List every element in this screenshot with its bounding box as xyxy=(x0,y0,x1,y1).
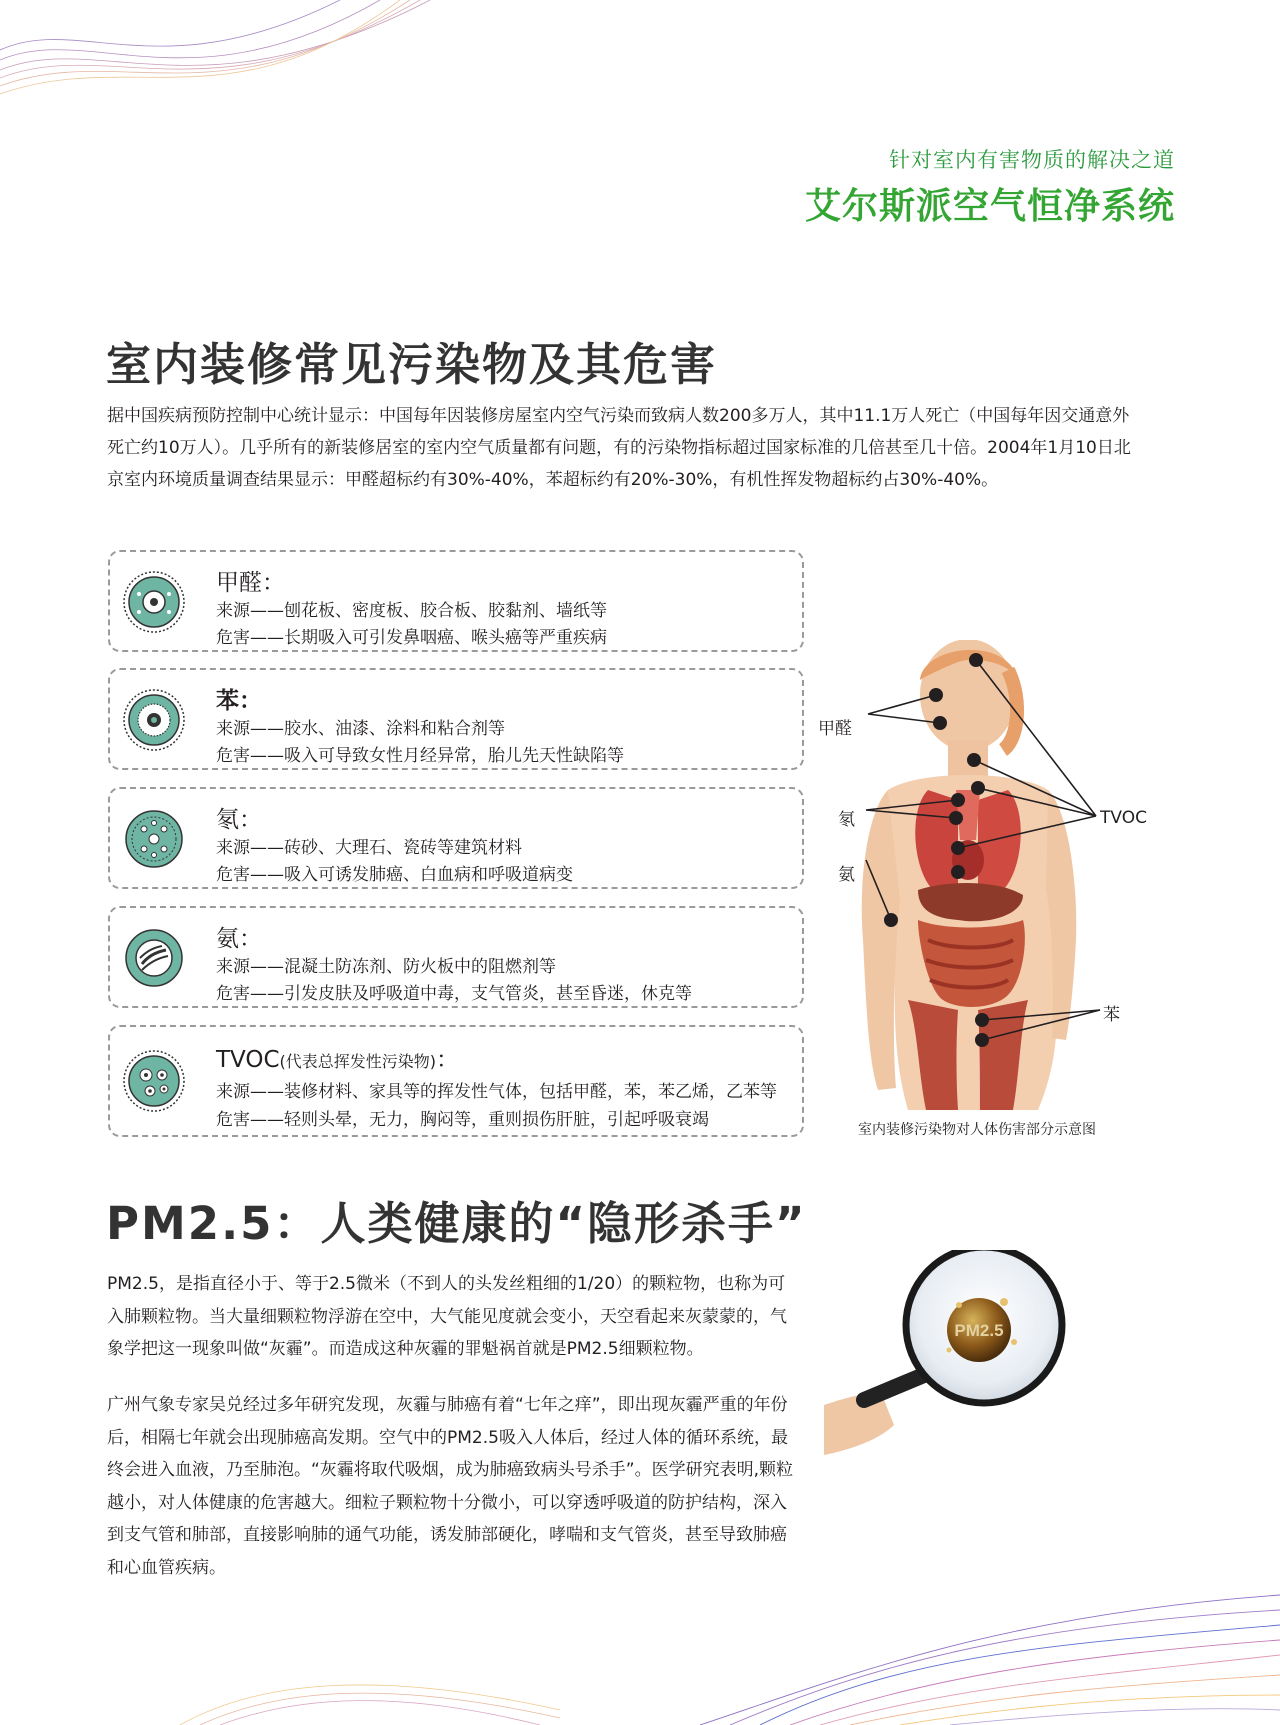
header-subtitle: 针对室内有害物质的解决之道 xyxy=(889,148,1175,172)
decorative-waves-bottom xyxy=(180,1660,560,1725)
section-title-pollutants: 室内装修常见污染物及其危害 xyxy=(106,338,718,391)
decorative-waves-top-left xyxy=(0,0,430,140)
pollutant-source: 来源——装修材料、家具等的挥发性气体，包括甲醛，苯，苯乙烯，乙苯等 xyxy=(216,1082,777,1102)
header-title: 艾尔斯派空气恒净系统 xyxy=(804,186,1175,227)
pollutant-card-ammonia xyxy=(108,906,804,1008)
pollutant-name-main: TVOC xyxy=(216,1047,280,1073)
pm25-paragraph-1: PM2.5，是指直径小于、等于2.5微米（不到人的头发丝粗细的1/20）的颗粒物，也称为可入肺颗粒物。当大量细颗粒物浮游在空中，大气能见度就会变小，天空看起来灰蒙蒙的，气象学把这一现象叫做“灰霾”。而造成这种灰霾的罪魁祸首就是PM2.5细颗粒物。 xyxy=(107,1274,787,1359)
pollutant-harm: 危害——轻则头晕，无力，胸闷等，重则损伤肝脏，引起呼吸衰竭 xyxy=(216,1110,709,1130)
pollutant-card-tvoc xyxy=(108,1025,804,1137)
pollutant-card-radon xyxy=(108,787,804,889)
ammonia-cell-icon xyxy=(122,926,186,990)
pollutant-source: 来源——砖砂、大理石、瓷砖等建筑材料 xyxy=(216,838,522,858)
label-radon: 氡 xyxy=(838,810,855,830)
pollutant-name: 氨： xyxy=(216,926,262,952)
figure-caption: 室内装修污染物对人体伤害部分示意图 xyxy=(858,1122,1096,1138)
magnifier-pm25-illustration xyxy=(824,1250,1084,1480)
pollutant-source: 来源——刨花板、密度板、胶合板、胶黏剂、墙纸等 xyxy=(216,601,607,621)
label-benzene: 苯 xyxy=(1103,1005,1120,1025)
pollutant-harm: 危害——吸入可导致女性月经异常，胎儿先天性缺陷等 xyxy=(216,746,624,766)
pollutant-source: 来源——胶水、油漆、涂料和粘合剂等 xyxy=(216,719,505,739)
pollutant-harm: 危害——吸入可诱发肺癌、白血病和呼吸道病变 xyxy=(216,865,573,885)
pollutant-harm: 危害——引发皮肤及呼吸道中毒，支气管炎，甚至昏迷，休克等 xyxy=(216,984,692,1004)
pollutant-name: 氡： xyxy=(216,807,262,833)
tvoc-cell-icon xyxy=(122,1049,186,1113)
pollutant-card-benzene xyxy=(108,668,804,770)
pollutant-name-colon: ： xyxy=(436,1047,460,1073)
pm25-paragraph-2: 广州气象专家吴兑经过多年研究发现，灰霾与肺癌有着“七年之痒”，即出现灰霾严重的年份后，相隔七年就会出现肺癌高发期。空气中的PM2.5吸入人体后，经过人体的循环系统，最终会进入血液，乃至肺泡。“灰霾将取代吸烟，成为肺癌致病头号杀手”。医学研究表明,颗粒越小，对人体健康的危害越大。细粒子颗粒物十分微小，可以穿透呼吸道的防护结构，深入到支气管和肺部，直接影响肺的通气功能，诱发肺部硬化，哮喘和支气管炎，甚至导致肺癌和心血管疾病。 xyxy=(107,1395,794,1578)
benzene-cell-icon xyxy=(122,688,186,752)
radon-cell-icon xyxy=(122,807,186,871)
pollutant-name: 甲醛： xyxy=(216,570,285,596)
label-tvoc: TVOC xyxy=(1100,808,1147,828)
pollutant-name xyxy=(216,1041,459,1074)
human-body-illustration xyxy=(808,640,1188,1110)
label-ammonia: 氨 xyxy=(838,865,855,885)
pollutant-harm: 危害——长期吸入可引发鼻咽癌、喉头癌等严重疾病 xyxy=(216,628,607,648)
intro-paragraph: 据中国疾病预防控制中心统计显示：中国每年因装修房屋室内空气污染而致病人数200多万人，其中11.1万人死亡（中国每年因交通意外死亡约10万人）。几乎所有的新装修居室的室内空气质量都有问题，有的污染物指标超过国家标准的几倍甚至几十倍。2004年1月10日北京室内环境质量调查结果显示：甲醛超标约有30%-40%，苯超标约有20%-30%，有机性挥发物超标约占30%-40%。 xyxy=(107,406,1131,490)
pollutant-card-formaldehyde xyxy=(108,550,804,652)
pollutant-name-note: (代表总挥发性污染物) xyxy=(279,1052,437,1071)
section-title-pm25: PM2.5：人类健康的“隐形杀手” xyxy=(106,1197,807,1250)
pollutant-source: 来源——混凝土防冻剂、防火板中的阻燃剂等 xyxy=(216,957,556,977)
formaldehyde-cell-icon xyxy=(122,570,186,634)
label-formaldehyde: 甲醛 xyxy=(818,719,852,739)
pollutant-name: 苯： xyxy=(216,688,262,714)
pm25-ball-label: PM2.5 xyxy=(954,1321,1004,1340)
